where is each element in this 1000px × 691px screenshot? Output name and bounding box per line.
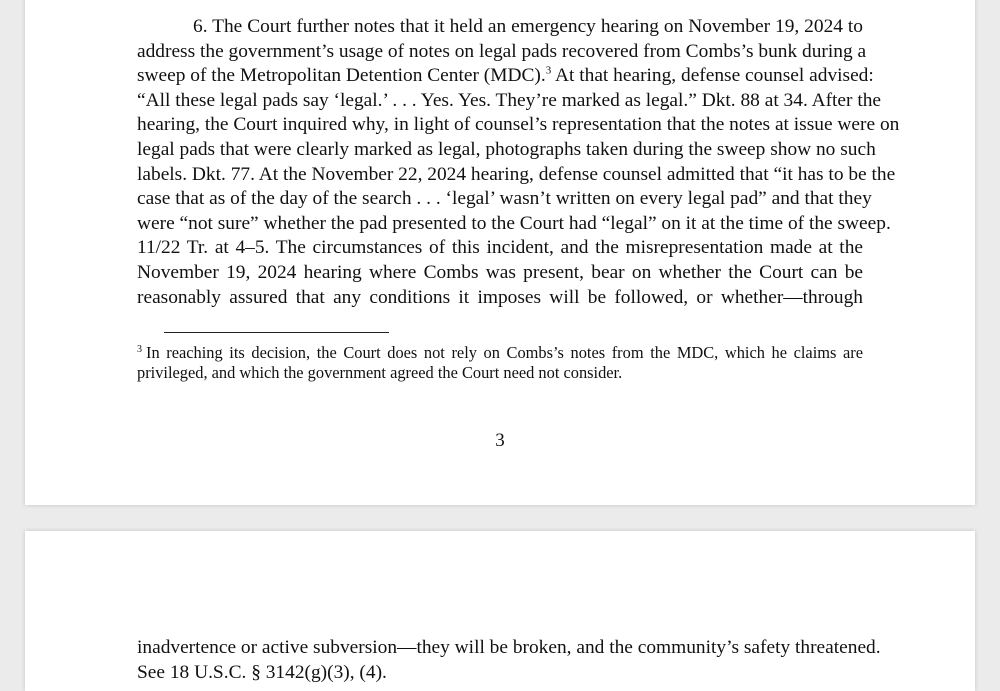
paragraph-line: November 19, 2024 hearing where Combs was present, bear on whether the Court can be (137, 261, 863, 283)
paragraph-line: See 18 U.S.C. § 3142(g)(3), (4). (137, 661, 387, 683)
footnote-line-text: In reaching its decision, the Court does not rely on Combs’s notes from the MDC, which he claims are (146, 343, 863, 362)
paragraph-6 (137, 15, 900, 310)
paragraph-line: were “not sure” whether the pad presented to the Court had “legal” on it at the time of the sweep. (137, 212, 891, 234)
continued-paragraph (137, 636, 881, 685)
paragraph-line: case that as of the day of the search . . . ‘legal’ wasn’t written on every legal pad” and that they (137, 188, 872, 210)
paragraph-line: reasonably assured that any conditions it imposes will be followed, or whether—through (137, 286, 863, 308)
paragraph-line: 11/22 Tr. at 4–5. The circumstances of this incident, and the misrepresentation made at the (137, 237, 863, 259)
footnote-separator (164, 332, 389, 333)
document-page-3 (25, 0, 975, 505)
paragraph-line: legal pads that were clearly marked as legal, photographs taken during the sweep show no such (137, 138, 876, 160)
paragraph-line: labels. Dkt. 77. At the November 22, 2024 hearing, defense counsel admitted that “it has to be the (137, 163, 896, 185)
paragraph-line-with-footnote (137, 64, 874, 89)
paragraph-line: inadvertence or active subversion—they will be broken, and the community’s safety threatened. (137, 637, 881, 658)
paragraph-line: hearing, the Court inquired why, in light of counsel’s representation that the notes at issue were on (137, 114, 900, 136)
paragraph-line-tail: At that hearing, defense counsel advised: (551, 65, 874, 87)
footnote-marker: 3 (137, 343, 142, 355)
paragraph-line: address the government’s usage of notes on legal pads recovered from Combs’s bunk during a (137, 40, 867, 62)
footnote-3 (137, 343, 863, 383)
document-page-4 (25, 531, 975, 691)
footnote-line (137, 343, 863, 363)
footnote-line: privileged, and which the government agreed the Court need not consider. (137, 363, 623, 382)
paragraph-line-head: sweep of the Metropolitan Detention Center (MDC). (137, 65, 546, 87)
paragraph-line: “All these legal pads say ‘legal.’ . . . Yes. Yes. They’re marked as legal.” Dkt. 88 at 34. After the (137, 89, 882, 111)
paragraph-line: 6. The Court further notes that it held an emergency hearing on November 19, 2024 to (193, 16, 863, 37)
footnote-reference[interactable]: 3 (545, 64, 552, 77)
page-number: 3 (495, 430, 505, 451)
